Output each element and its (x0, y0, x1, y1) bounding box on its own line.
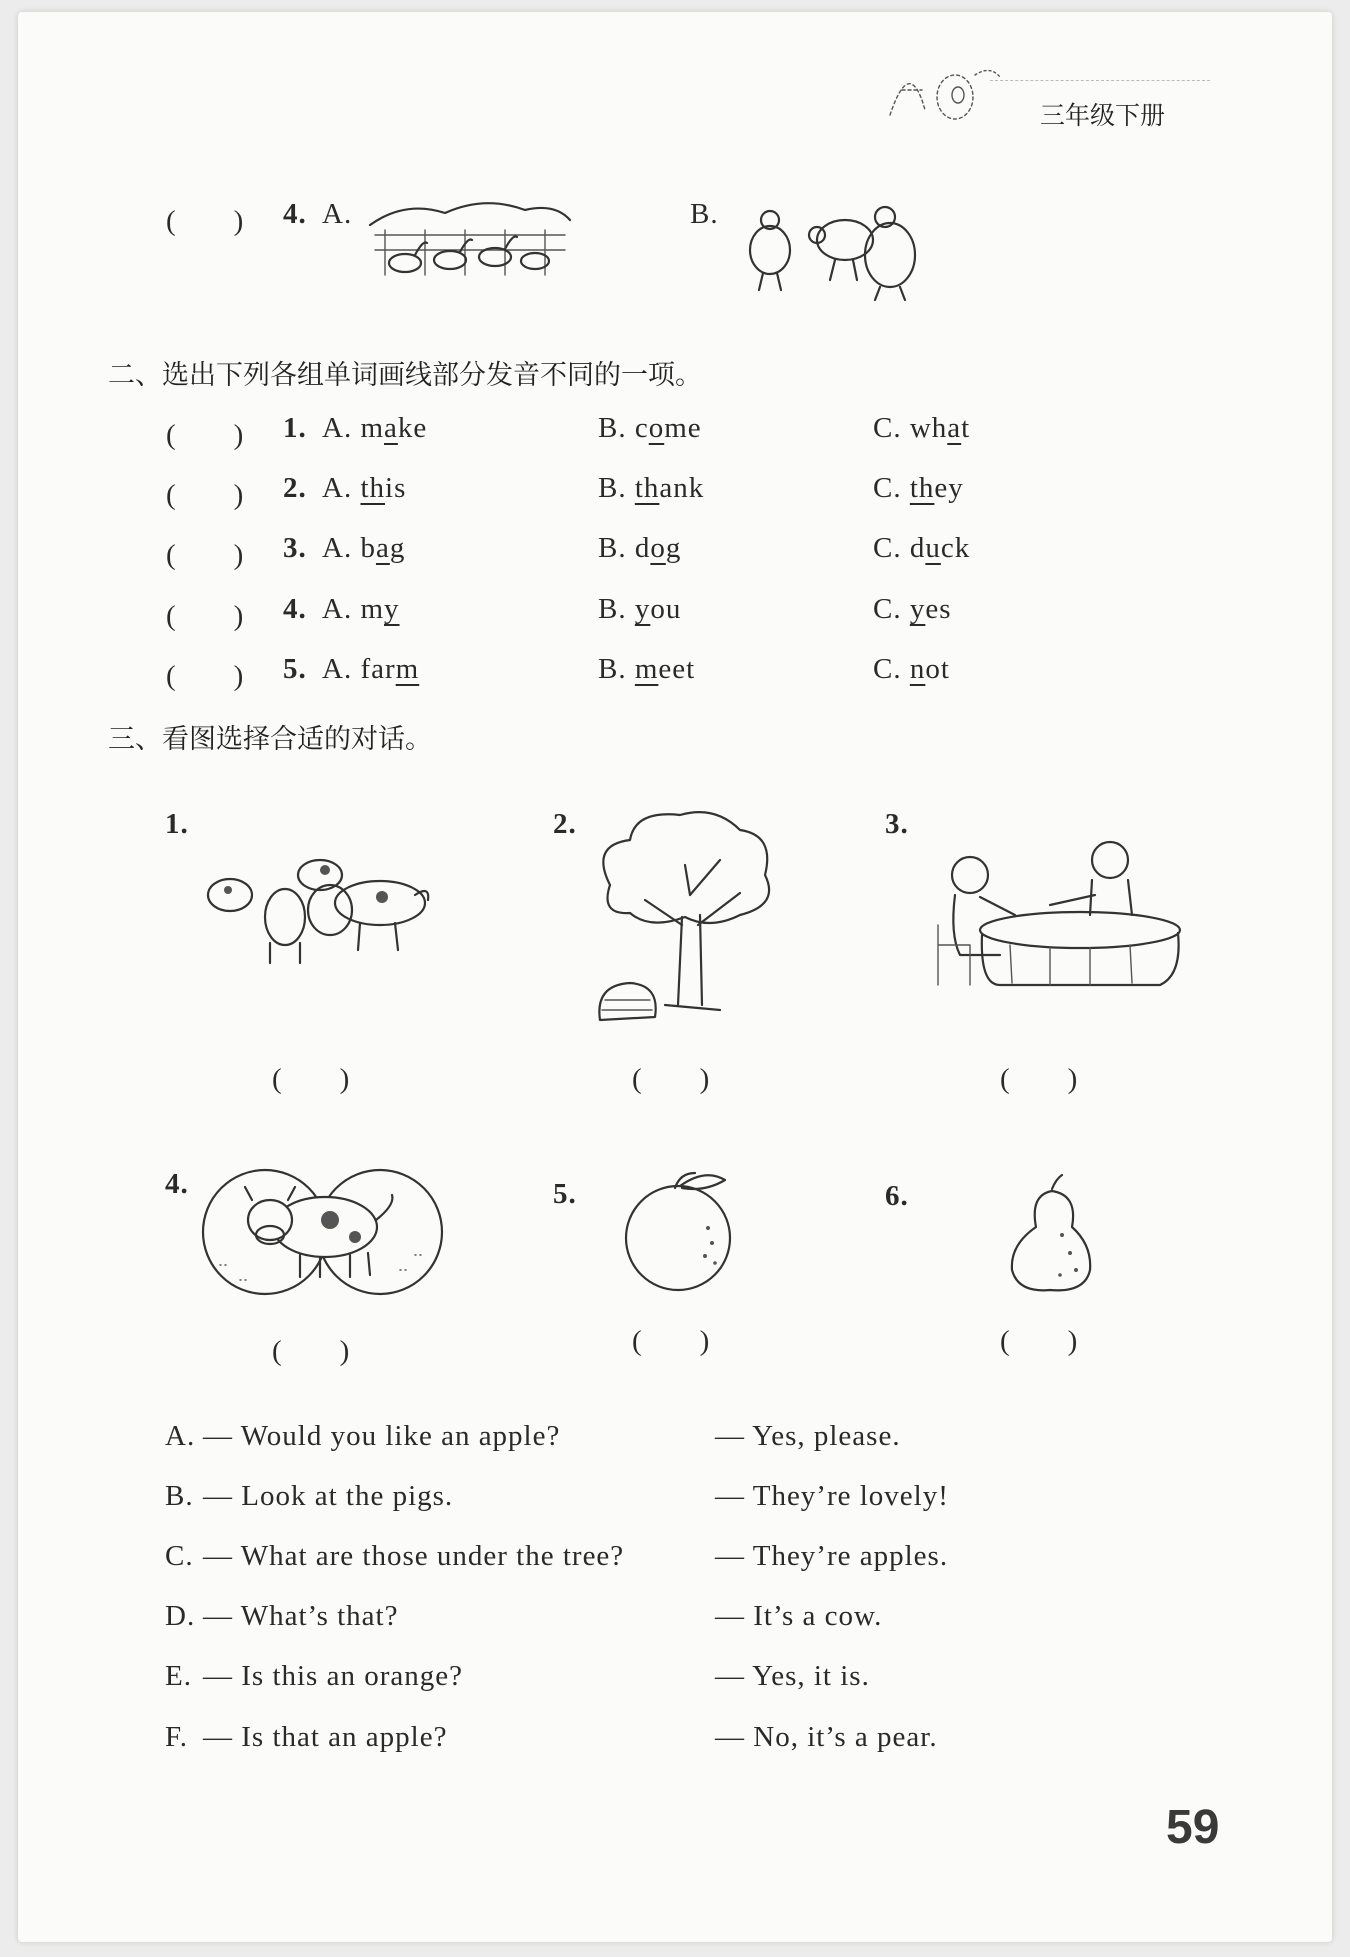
word-option-a[interactable] (322, 593, 400, 626)
dialog-answer: — They’re apples. (715, 1540, 949, 1572)
word-option-b[interactable] (598, 593, 681, 626)
answer-paren[interactable]: ( ) (1000, 1063, 1078, 1095)
word-part: eet (658, 653, 696, 685)
option-word (360, 593, 399, 625)
underlined-letters: m (395, 653, 420, 685)
answer-paren[interactable]: ( ) (272, 1063, 350, 1095)
word-option-a[interactable] (322, 472, 406, 505)
option-word (910, 593, 952, 625)
word-part: wh (909, 412, 948, 444)
option-label: B. (598, 472, 627, 504)
option-word (360, 532, 405, 564)
word-part: ank (659, 472, 705, 504)
option-label: B. (598, 593, 627, 625)
item-number: 3. (283, 532, 307, 564)
option-label: A. (322, 412, 353, 444)
word-part: g (389, 532, 406, 564)
word-part: me (664, 412, 702, 444)
option-word (635, 532, 682, 564)
option-label: A. (322, 593, 353, 625)
option-label: A. (322, 472, 353, 504)
underlined-letters: y (634, 593, 651, 625)
answer-paren[interactable]: ( ) (166, 479, 244, 511)
word-option-c[interactable] (873, 532, 970, 565)
word-option-c[interactable] (873, 593, 952, 626)
word-part: es (925, 593, 952, 625)
word-part: b (360, 532, 376, 564)
word-part: ke (397, 412, 428, 444)
underlined-letters: n (909, 653, 926, 685)
word-option-b[interactable] (598, 472, 704, 505)
underlined-letters: a (375, 532, 390, 564)
word-option-c[interactable] (873, 653, 950, 686)
answer-paren[interactable]: ( ) (632, 1325, 710, 1357)
word-option-c[interactable] (873, 472, 964, 505)
word-option-a[interactable] (322, 412, 427, 445)
option-word (635, 653, 695, 685)
underlined-letters: th (360, 472, 386, 504)
word-part: ou (650, 593, 682, 625)
underlined-letters: m (634, 653, 659, 685)
option-b-label: B. (690, 198, 719, 230)
option-word (360, 472, 406, 504)
section2-title: 二、选出下列各组单词画线部分发音不同的一项。 (108, 360, 702, 391)
option-a-label: A. (322, 198, 353, 230)
option-word (910, 653, 950, 685)
dialog-answer: — No, it’s a pear. (715, 1721, 938, 1753)
answer-paren[interactable]: ( ) (166, 205, 244, 237)
word-part: ot (925, 653, 950, 685)
word-part: d (909, 532, 926, 564)
answer-paren[interactable]: ( ) (632, 1063, 710, 1095)
word-part: ey (934, 472, 964, 504)
dialog-question: — Is this an orange? (203, 1660, 463, 1692)
word-part: g (665, 532, 682, 564)
option-label: A. (322, 653, 353, 685)
answer-paren[interactable]: ( ) (166, 660, 244, 692)
item-number: 4. (283, 593, 307, 625)
picture-number: 6. (885, 1180, 909, 1212)
underlined-letters: th (634, 472, 660, 504)
picture-number: 1. (165, 808, 189, 840)
page-number: 59 (1166, 1801, 1220, 1854)
dialog-question: — What’s that? (203, 1600, 399, 1632)
item-number: 5. (283, 653, 307, 685)
option-label: C. (873, 412, 902, 444)
word-option-b[interactable] (598, 532, 681, 565)
geese-icon (365, 195, 575, 285)
word-part: ck (940, 532, 971, 564)
option-word (635, 472, 704, 504)
underlined-letters: o (648, 412, 665, 444)
underlined-letters: o (650, 532, 666, 564)
option-word (360, 412, 427, 444)
dialog-label: F. (165, 1721, 189, 1753)
orange-icon (620, 1168, 740, 1293)
dialog-question: — Is that an apple? (203, 1721, 448, 1753)
cow-binoculars-icon (200, 1165, 445, 1300)
underlined-letters: a (384, 412, 398, 444)
option-label: B. (598, 653, 627, 685)
word-part: d (634, 532, 651, 564)
option-label: C. (873, 472, 902, 504)
word-part: is (385, 472, 407, 504)
dialog-label: B. (165, 1480, 194, 1512)
dialog-answer: — Yes, please. (715, 1420, 901, 1452)
hens-icon (735, 195, 935, 305)
picture-number: 4. (165, 1168, 189, 1200)
word-part: c (634, 412, 649, 444)
option-label: C. (873, 653, 902, 685)
tree-icon (590, 805, 780, 1030)
answer-paren[interactable]: ( ) (166, 600, 244, 632)
option-label: A. (322, 532, 353, 564)
picture-number: 5. (553, 1178, 577, 1210)
dialog-answer: — They’re lovely! (715, 1480, 949, 1512)
item-number: 1. (283, 412, 307, 444)
option-word (360, 653, 419, 685)
dialog-label: E. (165, 1660, 192, 1692)
word-option-a[interactable] (322, 653, 419, 686)
pigs-icon (200, 855, 445, 975)
dialog-answer: — Yes, it is. (715, 1660, 870, 1692)
answer-paren[interactable]: ( ) (1000, 1325, 1078, 1357)
dialog-label: C. (165, 1540, 194, 1572)
dialog-question: — Would you like an apple? (203, 1420, 561, 1452)
header-rule (990, 80, 1210, 81)
word-option-c[interactable] (873, 412, 970, 445)
answer-paren[interactable]: ( ) (166, 419, 244, 451)
underlined-letters: th (909, 472, 935, 504)
answer-paren[interactable]: ( ) (272, 1335, 350, 1367)
item-number: 2. (283, 472, 307, 504)
option-word (910, 532, 970, 564)
word-part: far (360, 653, 396, 685)
underlined-letters: u (925, 532, 941, 564)
underlined-letters: y (384, 593, 400, 625)
option-label: B. (598, 412, 627, 444)
word-option-a[interactable] (322, 532, 405, 565)
underlined-letters: a (947, 412, 962, 444)
option-word (910, 472, 964, 504)
dialog-question: — What are those under the tree? (203, 1540, 625, 1572)
option-label: C. (873, 593, 902, 625)
word-option-b[interactable] (598, 412, 702, 445)
option-label: B. (598, 532, 627, 564)
section3-title: 三、看图选择合适的对话。 (108, 724, 432, 755)
dialog-label: A. (165, 1420, 196, 1452)
option-word (635, 593, 682, 625)
option-label: C. (873, 532, 902, 564)
underlined-letters: y (909, 593, 926, 625)
option-word (635, 412, 702, 444)
dialog-answer: — It’s a cow. (715, 1600, 883, 1632)
picture-number: 2. (553, 808, 577, 840)
book-label: 三年级下册 (1040, 101, 1166, 130)
word-part: m (360, 593, 385, 625)
pear-icon (1000, 1175, 1100, 1295)
item-number: 4. (283, 198, 307, 230)
word-option-b[interactable] (598, 653, 695, 686)
dialog-label: D. (165, 1600, 196, 1632)
answer-paren[interactable]: ( ) (166, 539, 244, 571)
dialog-question: — Look at the pigs. (203, 1480, 454, 1512)
word-part: t (961, 412, 971, 444)
option-word (910, 412, 970, 444)
word-part: m (360, 412, 385, 444)
table-people-icon (920, 835, 1180, 1000)
picture-number: 3. (885, 808, 909, 840)
header-logo-icon (880, 55, 1010, 130)
